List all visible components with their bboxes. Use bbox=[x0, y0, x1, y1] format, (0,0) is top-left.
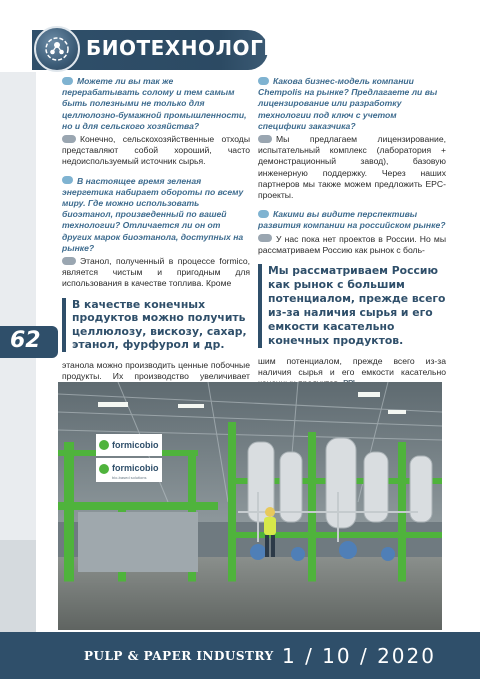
answer-block bbox=[258, 234, 446, 256]
question-block bbox=[62, 76, 250, 132]
answer-block bbox=[258, 134, 446, 201]
question-marker-icon bbox=[62, 176, 73, 184]
bio-molecule-icon bbox=[34, 26, 80, 72]
answer-marker-icon bbox=[258, 135, 272, 143]
answer-block bbox=[62, 256, 250, 290]
formicobio-sign-top bbox=[96, 434, 162, 456]
answer-block bbox=[62, 134, 250, 168]
svg-text:bio-based solutions: bio-based solutions bbox=[112, 475, 147, 480]
question-text: Какова бизнес-модель компании Chempolis на рынке? Предлагаете ли вы лицензирование или разработку технологии под ключ с учетом специфики заказчика? bbox=[258, 76, 438, 131]
svg-text:formicobio: formicobio bbox=[112, 440, 159, 450]
answer-marker-icon bbox=[62, 135, 76, 143]
issue-number: 1 / 10 / 2020 bbox=[282, 644, 436, 668]
answer-marker-icon bbox=[62, 257, 76, 265]
plant-photo bbox=[58, 382, 442, 630]
pull-quote: Мы рассматриваем Россию как рынок с большим потенциалом, прежде всего из-за наличия сырья и его емкости касательно конечных продуктов. bbox=[258, 264, 446, 348]
answer-marker-icon bbox=[258, 234, 272, 242]
answer-text: У нас пока нет проектов в России. Но мы рассматриваем Россию как рынок с боль- bbox=[258, 233, 446, 255]
question-block bbox=[258, 76, 446, 132]
svg-text:formicobio: formicobio bbox=[112, 463, 159, 473]
body-continuation: этанола можно производить ценные побочные продукты. Их производство увеличивает bbox=[62, 359, 250, 381]
question-block bbox=[62, 176, 250, 254]
right-column bbox=[258, 76, 446, 398]
formicobio-sign-bottom bbox=[96, 458, 162, 482]
magazine-name: PULP & PAPER INDUSTRY bbox=[84, 649, 274, 663]
question-marker-icon bbox=[258, 210, 269, 218]
page-number: 62 bbox=[10, 328, 41, 353]
section-title: БИОТЕХНОЛОГИИ bbox=[86, 36, 298, 60]
question-text: Какими вы видите перспективы развития компании на российском рынке? bbox=[258, 209, 446, 231]
question-marker-icon bbox=[258, 77, 269, 85]
pull-quote: В качестве конечных продуктов можно получить целлюлозу, вискозу, сахар, этанол, фурфурол и др. bbox=[62, 298, 250, 352]
worker-figure bbox=[264, 507, 276, 557]
section-header bbox=[0, 12, 480, 68]
question-text: Можете ли вы так же перерабатывать солому и тем самым быть полезными не только для целлюлозно-бумажной промышленности, но и для сельского хозяйства? bbox=[62, 76, 247, 131]
answer-text: Конечно, сельскохозяйственные отходы представляют собой хороший, часто недоиспользуемый источник сырья. bbox=[62, 134, 250, 167]
question-text: В настоящее время зеленая энергетика набирает обороты по всему миру. Где можно использовать биоэтанол, произведенный по вашей технологии? Отличается ли он от других марок биоэтанола, доступных на рынке? bbox=[62, 175, 244, 253]
question-marker-icon bbox=[62, 77, 73, 85]
answer-text: Мы предлагаем лицензирование, испытательный комплекс (лаборатория + демонстрационный завод), базовую инженерную поддержку. Через наших партнеров мы также можем предложить EPC-проекты. bbox=[258, 134, 446, 201]
answer-text: Этанол, полученный в процессе formico, является чистым и пригодным для использования в качестве топлива. Кроме bbox=[62, 256, 250, 289]
continuation-text: шим потенциалом, прежде всего из-за наличия сырья и его емкости касательно bbox=[258, 356, 446, 378]
left-column bbox=[62, 76, 250, 424]
decorative-side-stripe bbox=[0, 540, 36, 632]
question-block bbox=[258, 209, 446, 231]
